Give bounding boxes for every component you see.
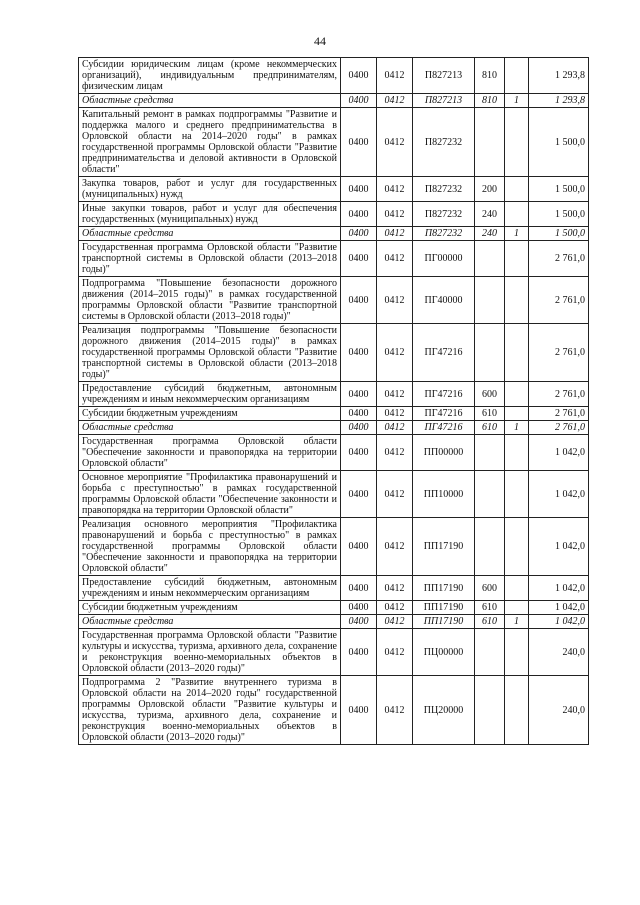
cell-src: 1 <box>505 615 529 629</box>
cell-src <box>505 108 529 177</box>
cell-name: Реализация основного мероприятия "Профилактика правонарушений и борьба с преступностью" в рамках государственной программы Орловской области "Обеспечение законности и правопорядка на территории Орловской области" <box>79 518 341 576</box>
cell-rz: 0400 <box>341 518 377 576</box>
cell-pr: 0412 <box>377 471 413 518</box>
cell-vr <box>475 108 505 177</box>
cell-src <box>505 177 529 202</box>
cell-src <box>505 471 529 518</box>
cell-pr: 0412 <box>377 421 413 435</box>
cell-src <box>505 324 529 382</box>
cell-src: 1 <box>505 227 529 241</box>
cell-amount: 2 761,0 <box>529 277 589 324</box>
cell-csr: П827232 <box>413 108 475 177</box>
cell-rz: 0400 <box>341 471 377 518</box>
cell-vr: 610 <box>475 615 505 629</box>
cell-pr: 0412 <box>377 518 413 576</box>
cell-pr: 0412 <box>377 576 413 601</box>
table-body <box>79 58 589 745</box>
cell-rz: 0400 <box>341 58 377 94</box>
cell-vr <box>475 629 505 676</box>
cell-vr: 610 <box>475 421 505 435</box>
cell-csr: ПГ47216 <box>413 421 475 435</box>
table-row <box>79 382 589 407</box>
cell-rz: 0400 <box>341 108 377 177</box>
table-row <box>79 277 589 324</box>
cell-name: Субсидии юридическим лицам (кроме некоммерческих организаций), индивидуальным предпринимателям, физическим лицам <box>79 58 341 94</box>
cell-name: Основное мероприятие "Профилактика правонарушений и борьба с преступностью" в рамках государственной программы Орловской области "Обеспечение законности и правопорядка на территории Орловской области" <box>79 471 341 518</box>
cell-rz: 0400 <box>341 629 377 676</box>
cell-csr: ПП17190 <box>413 615 475 629</box>
cell-src <box>505 202 529 227</box>
cell-rz: 0400 <box>341 421 377 435</box>
cell-vr: 200 <box>475 177 505 202</box>
cell-amount: 1 500,0 <box>529 202 589 227</box>
cell-pr: 0412 <box>377 676 413 745</box>
cell-rz: 0400 <box>341 241 377 277</box>
table-row <box>79 518 589 576</box>
cell-src <box>505 629 529 676</box>
table-row <box>79 324 589 382</box>
cell-amount: 2 761,0 <box>529 407 589 421</box>
cell-pr: 0412 <box>377 202 413 227</box>
source-row <box>79 227 589 241</box>
cell-vr: 240 <box>475 227 505 241</box>
cell-src: 1 <box>505 421 529 435</box>
cell-src <box>505 435 529 471</box>
cell-name: Закупка товаров, работ и услуг для государственных (муниципальных) нужд <box>79 177 341 202</box>
cell-vr <box>475 676 505 745</box>
cell-rz: 0400 <box>341 601 377 615</box>
cell-name: Государственная программа Орловской области "Развитие транспортной системы в Орловской области (2013–2018 годы)" <box>79 241 341 277</box>
cell-src <box>505 58 529 94</box>
cell-amount: 1 500,0 <box>529 177 589 202</box>
cell-vr <box>475 324 505 382</box>
cell-csr: П827232 <box>413 227 475 241</box>
cell-csr: ПГ47216 <box>413 324 475 382</box>
cell-amount: 1 293,8 <box>529 94 589 108</box>
cell-csr: П827213 <box>413 94 475 108</box>
cell-rz: 0400 <box>341 676 377 745</box>
cell-name: Субсидии бюджетным учреждениям <box>79 407 341 421</box>
cell-csr: ПЦ00000 <box>413 629 475 676</box>
cell-csr: ПГ40000 <box>413 277 475 324</box>
cell-csr: П827232 <box>413 202 475 227</box>
cell-pr: 0412 <box>377 241 413 277</box>
cell-name: Субсидии бюджетным учреждениям <box>79 601 341 615</box>
cell-vr: 610 <box>475 601 505 615</box>
cell-rz: 0400 <box>341 382 377 407</box>
cell-amount: 240,0 <box>529 676 589 745</box>
cell-csr: ПЦ20000 <box>413 676 475 745</box>
cell-rz: 0400 <box>341 615 377 629</box>
cell-amount: 2 761,0 <box>529 324 589 382</box>
cell-src <box>505 576 529 601</box>
table-row <box>79 407 589 421</box>
cell-name: Предоставление субсидий бюджетным, автономным учреждениям и иным некоммерческим организациям <box>79 576 341 601</box>
budget-table <box>78 57 589 745</box>
cell-name: Областные средства <box>79 94 341 108</box>
cell-csr: П827232 <box>413 177 475 202</box>
cell-pr: 0412 <box>377 58 413 94</box>
cell-vr: 240 <box>475 202 505 227</box>
cell-rz: 0400 <box>341 576 377 601</box>
cell-rz: 0400 <box>341 94 377 108</box>
cell-pr: 0412 <box>377 615 413 629</box>
cell-rz: 0400 <box>341 227 377 241</box>
table-row <box>79 676 589 745</box>
cell-name: Предоставление субсидий бюджетным, автономным учреждениям и иным некоммерческим организациям <box>79 382 341 407</box>
source-row <box>79 615 589 629</box>
table-row <box>79 629 589 676</box>
cell-vr: 810 <box>475 94 505 108</box>
cell-csr: ПП00000 <box>413 435 475 471</box>
cell-csr: ПГ00000 <box>413 241 475 277</box>
cell-amount: 1 042,0 <box>529 601 589 615</box>
cell-csr: ПП17190 <box>413 576 475 601</box>
table-row <box>79 471 589 518</box>
cell-src <box>505 382 529 407</box>
table-row <box>79 177 589 202</box>
cell-pr: 0412 <box>377 435 413 471</box>
cell-src: 1 <box>505 94 529 108</box>
cell-amount: 1 042,0 <box>529 518 589 576</box>
cell-vr: 600 <box>475 382 505 407</box>
cell-rz: 0400 <box>341 202 377 227</box>
source-row <box>79 94 589 108</box>
cell-name: Реализация подпрограммы "Повышение безопасности дорожного движения (2014–2015 годы)" в рамках государственной программы Орловской области "Развитие транспортной системы в Орловской области (2013–2018 годы)" <box>79 324 341 382</box>
table-row <box>79 202 589 227</box>
cell-rz: 0400 <box>341 277 377 324</box>
cell-csr: ПГ47216 <box>413 407 475 421</box>
table-row <box>79 241 589 277</box>
cell-pr: 0412 <box>377 324 413 382</box>
cell-name: Государственная программа Орловской области "Развитие культуры и искусства, туризма, архивного дела, сохранение и реконструкция военно-мемориальных объектов в Орловской области (2013–2020 годы)" <box>79 629 341 676</box>
cell-vr <box>475 471 505 518</box>
cell-pr: 0412 <box>377 277 413 324</box>
cell-rz: 0400 <box>341 177 377 202</box>
cell-src <box>505 601 529 615</box>
cell-amount: 1 500,0 <box>529 227 589 241</box>
cell-src <box>505 407 529 421</box>
table-row <box>79 601 589 615</box>
cell-pr: 0412 <box>377 382 413 407</box>
cell-vr: 810 <box>475 58 505 94</box>
table-row <box>79 576 589 601</box>
cell-amount: 2 761,0 <box>529 382 589 407</box>
cell-amount: 1 042,0 <box>529 471 589 518</box>
cell-vr <box>475 277 505 324</box>
cell-csr: ПП17190 <box>413 601 475 615</box>
cell-vr <box>475 241 505 277</box>
cell-pr: 0412 <box>377 629 413 676</box>
cell-pr: 0412 <box>377 108 413 177</box>
cell-name: Областные средства <box>79 227 341 241</box>
cell-csr: ПП10000 <box>413 471 475 518</box>
cell-src <box>505 277 529 324</box>
cell-pr: 0412 <box>377 177 413 202</box>
cell-pr: 0412 <box>377 94 413 108</box>
cell-amount: 1 293,8 <box>529 58 589 94</box>
cell-rz: 0400 <box>341 324 377 382</box>
page-number: 44 <box>314 34 326 48</box>
cell-src <box>505 518 529 576</box>
table-row <box>79 58 589 94</box>
cell-csr: ПГ47216 <box>413 382 475 407</box>
cell-pr: 0412 <box>377 407 413 421</box>
cell-amount: 2 761,0 <box>529 241 589 277</box>
source-row <box>79 421 589 435</box>
cell-pr: 0412 <box>377 227 413 241</box>
table-row <box>79 108 589 177</box>
cell-name: Областные средства <box>79 615 341 629</box>
table-row <box>79 435 589 471</box>
cell-rz: 0400 <box>341 435 377 471</box>
cell-name: Иные закупки товаров, работ и услуг для обеспечения государственных (муниципальных) нужд <box>79 202 341 227</box>
cell-src <box>505 241 529 277</box>
cell-amount: 2 761,0 <box>529 421 589 435</box>
cell-amount: 1 500,0 <box>529 108 589 177</box>
cell-pr: 0412 <box>377 601 413 615</box>
cell-vr: 610 <box>475 407 505 421</box>
cell-name: Подпрограмма "Повышение безопасности дорожного движения (2014–2015 годы)" в рамках государственной программы Орловской области "Развитие транспортной системы в Орловской области (2013–2018 годы)" <box>79 277 341 324</box>
cell-name: Государственная программа Орловской области "Обеспечение законности и правопорядка на территории Орловской области" <box>79 435 341 471</box>
cell-vr: 600 <box>475 576 505 601</box>
cell-amount: 1 042,0 <box>529 576 589 601</box>
cell-csr: ПП17190 <box>413 518 475 576</box>
cell-vr <box>475 518 505 576</box>
cell-name: Капитальный ремонт в рамках подпрограммы "Развитие и поддержка малого и среднего предпринимательства в Орловской области на 2014–2020 годы" в рамках государственной программы Орловской области "Развитие предпринимательства и деловой активности в Орловской области" <box>79 108 341 177</box>
cell-csr: П827213 <box>413 58 475 94</box>
cell-amount: 240,0 <box>529 629 589 676</box>
cell-name: Областные средства <box>79 421 341 435</box>
cell-amount: 1 042,0 <box>529 435 589 471</box>
cell-name: Подпрограмма 2 "Развитие внутреннего туризма в Орловской области на 2014–2020 годы" государственной программы Орловской области "Развитие культуры и искусства, туризма, архивного дела, сохранение и реконструкция военно-мемориальных объектов в Орловской области (2013–2020 годы)" <box>79 676 341 745</box>
cell-vr <box>475 435 505 471</box>
cell-amount: 1 042,0 <box>529 615 589 629</box>
cell-src <box>505 676 529 745</box>
cell-rz: 0400 <box>341 407 377 421</box>
